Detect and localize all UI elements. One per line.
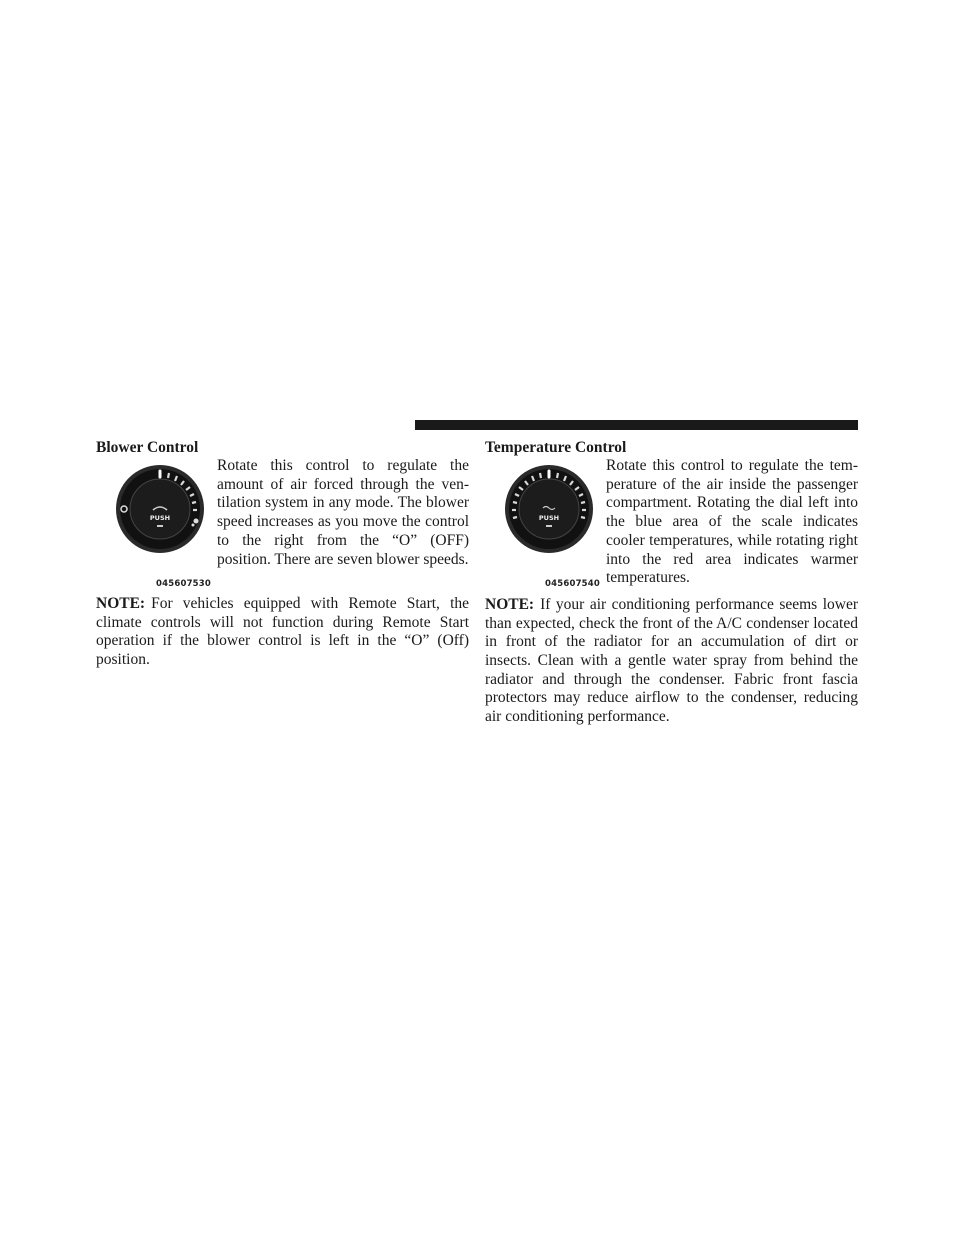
temperature-knob-figure <box>485 457 606 587</box>
temperature-note-label: NOTE: <box>485 595 535 613</box>
blower-knob-figure <box>96 457 217 587</box>
blower-figure-id: 045607530 <box>156 579 212 589</box>
blower-knob-icon <box>114 463 206 555</box>
temperature-knob-icon <box>503 463 595 555</box>
blower-control-section <box>96 438 469 670</box>
temperature-knob-label: PUSH <box>538 514 560 522</box>
temperature-figure-id: 045607540 <box>545 579 601 589</box>
blower-knob-label: PUSH <box>149 514 171 522</box>
temperature-control-heading: Temperature Control <box>485 439 627 456</box>
blower-description: Rotate this control to regulate the amount of air forced through the ventilation system in any mode. The blower speed increases as you move the control to the right from the “O” (OFF) position. There are seven blower speeds. <box>217 457 469 568</box>
blower-note-label: NOTE: <box>96 595 146 612</box>
temperature-control-section <box>485 438 858 727</box>
temperature-note-text: If your air conditioning performance seems lower than expected, check the front of the A/C condenser located in front of the radiator for an accumulation of dirt or insects. Clean with a gentle water spray from behind the radiator and through the condenser. Fabric front fascia protectors may reduce airflow to the condenser, reducing air conditioning performance. <box>485 595 858 726</box>
blower-note-text: For vehicles equipped with Remote Start, the climate controls will not function during Remote Start operation if the blower control is left in the “O” (Off) position. <box>96 595 469 669</box>
header-rule <box>415 420 858 430</box>
temperature-description: Rotate this control to regulate the temperature of the air inside the passenger compartment. Rotating the dial left into the blue area of the scale indicates cooler temperatures, while rotating right into the red area indicates warmer temperatures. <box>606 457 858 587</box>
temperature-note <box>485 596 858 727</box>
blower-control-heading: Blower Control <box>96 439 199 456</box>
blower-note <box>96 595 469 670</box>
